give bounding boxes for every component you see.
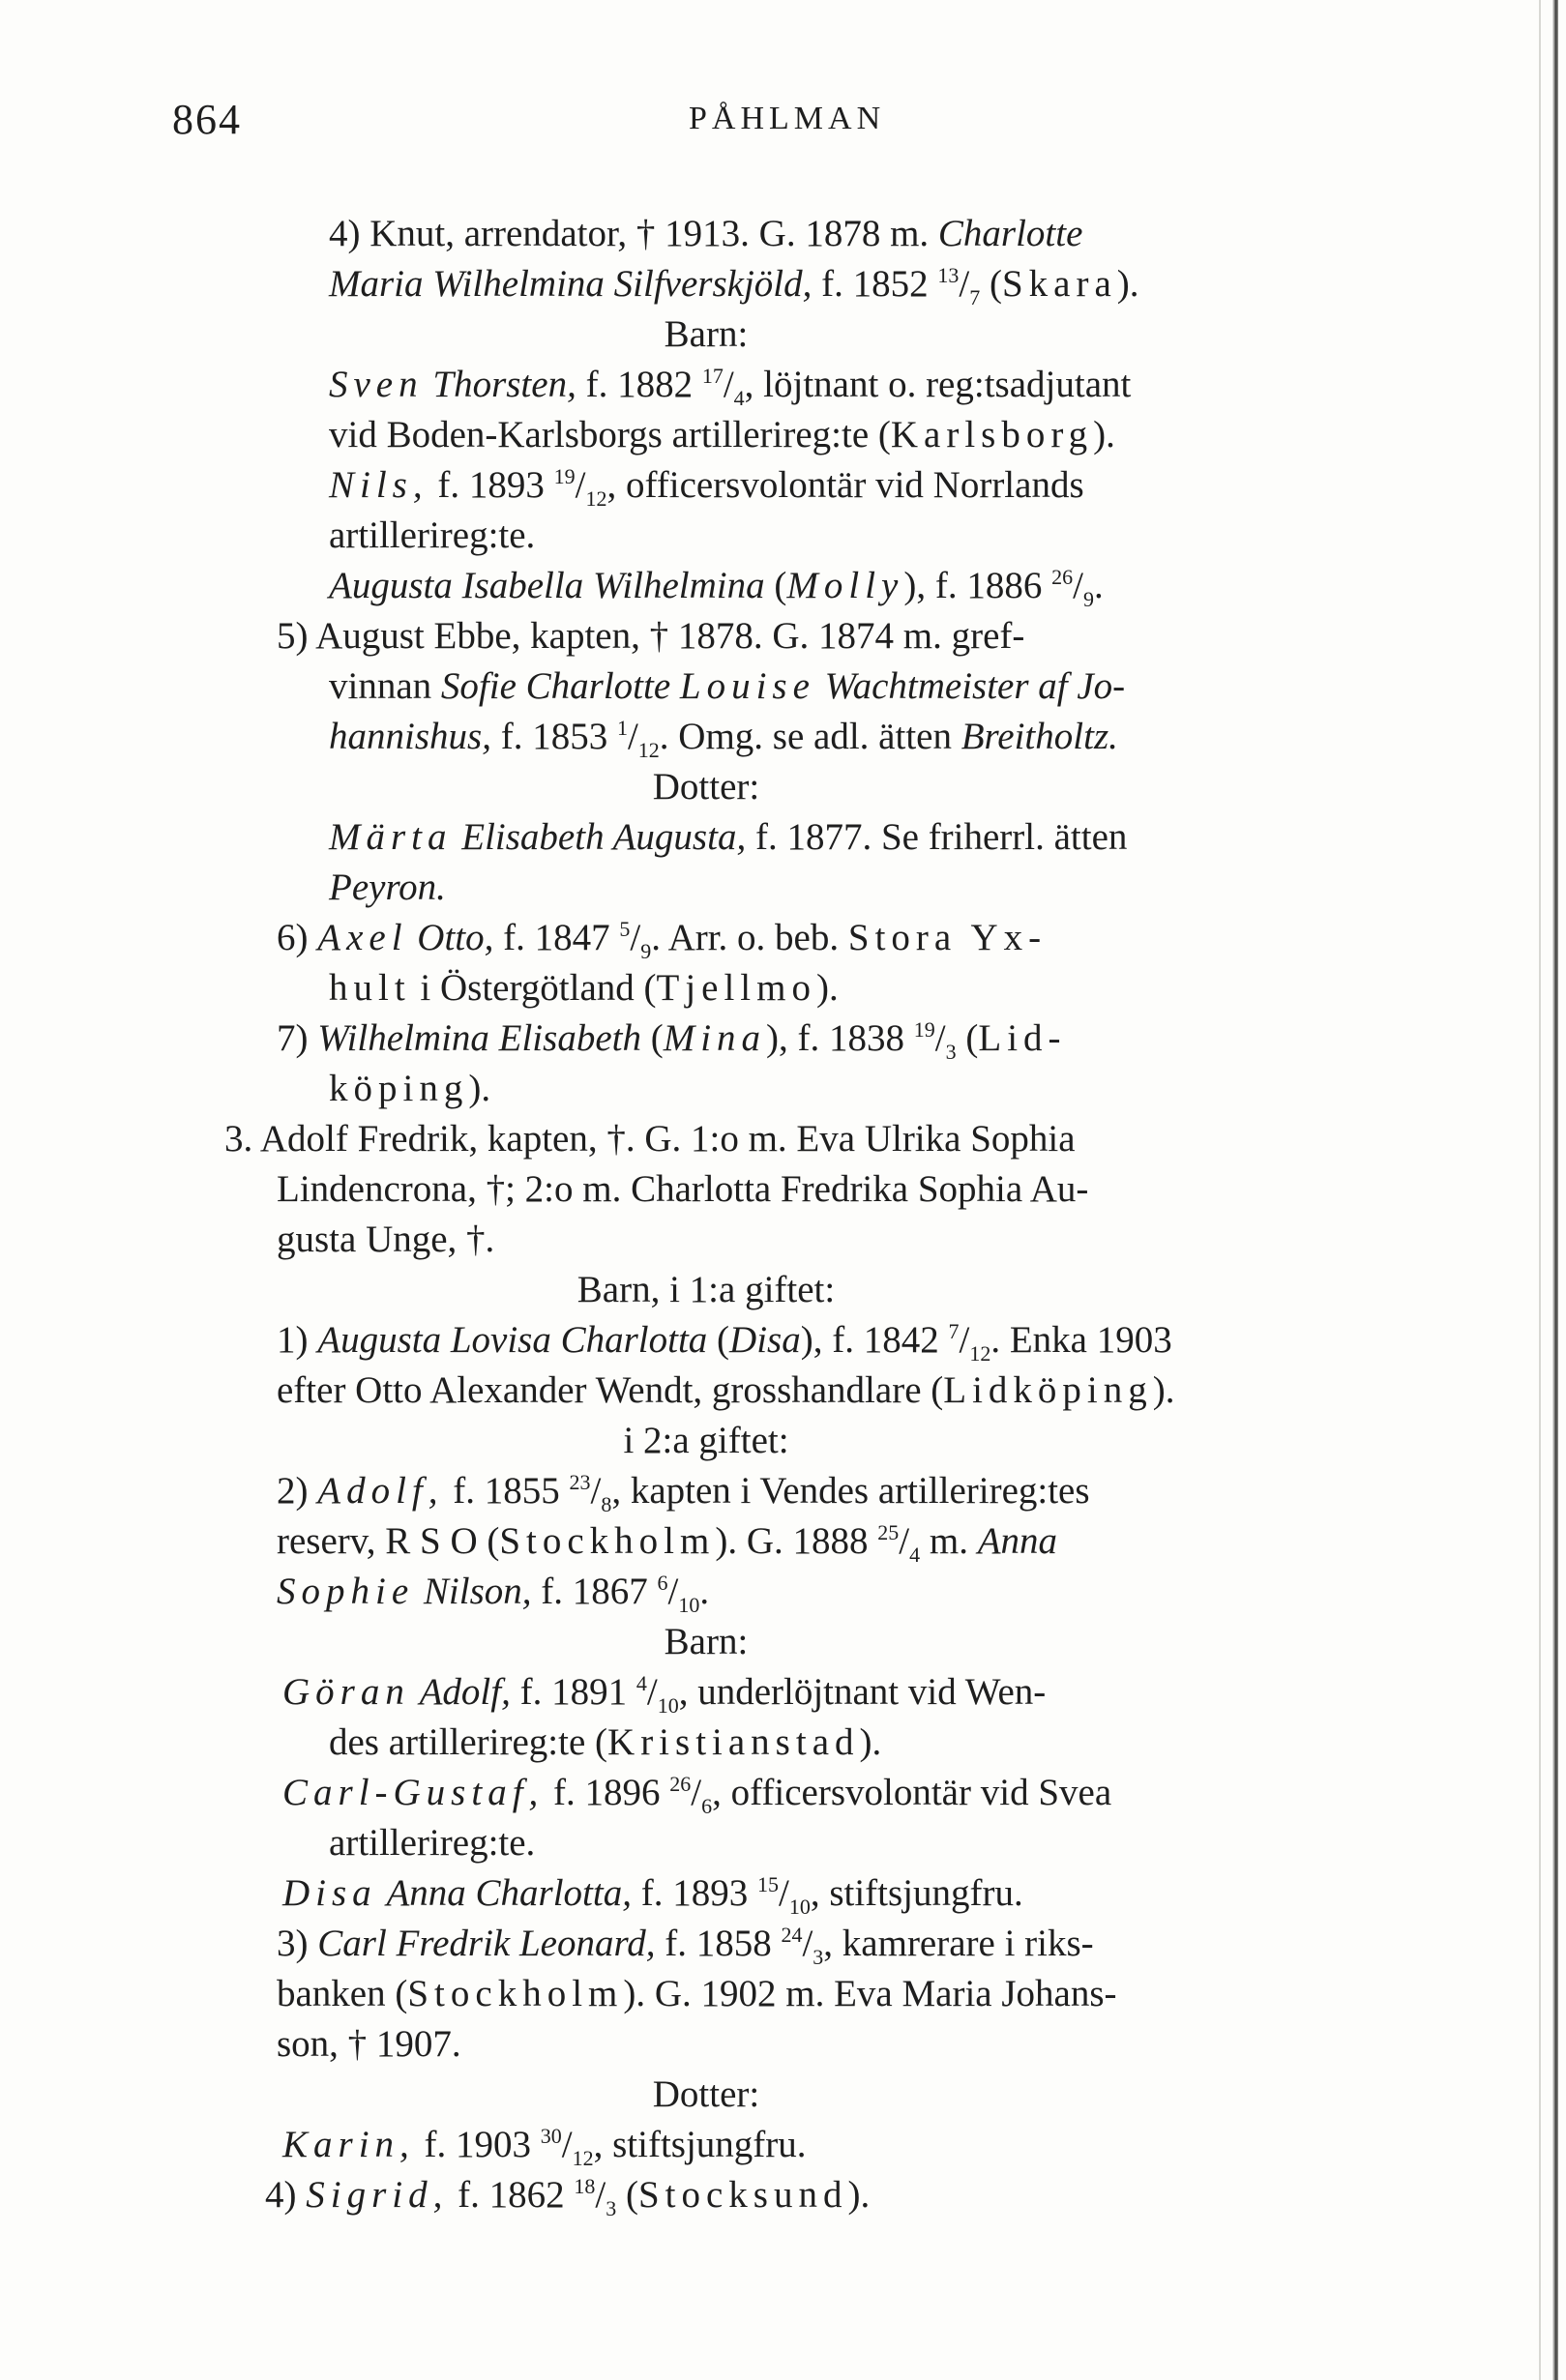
text-line: Märta Elisabeth Augusta, f. 1877. Se friherrl. ätten: [329, 816, 1128, 858]
text-line: 7) Wilhelmina Elisabeth (Mina), f. 1838 $^{19}/_3$ (Lid-: [277, 1017, 1067, 1064]
text-line: 6) Axel Otto, f. 1847 $^5/_9$. Arr. o. beb. Stora Yx-: [277, 917, 1048, 963]
text-line: Karin, f. 1903 $^{30}/_{12}$, stiftsjungfru.: [282, 2124, 807, 2170]
text-line: Sophie Nilson, f. 1867 $^6/_{10}$.: [277, 1571, 710, 1617]
text-line: köping).: [329, 1068, 491, 1109]
page-edge-line: [1539, 0, 1541, 2380]
text-line: Dotter:: [652, 2073, 760, 2115]
text-line: Nils, f. 1893 $^{19}/_{12}$, officersvolontär vid Norrlands: [329, 464, 1084, 511]
text-line: Lindencrona, †; 2:o m. Charlotta Fredrika Sophia Au-: [277, 1168, 1089, 1210]
text-line: 2) Adolf, f. 1855 $^{23}/_8$, kapten i Vendes artillerireg:tes: [277, 1470, 1090, 1516]
text-line: 4) Sigrid, f. 1862 $^{18}/_3$ (Stocksund).: [265, 2174, 871, 2220]
text-line: artillerireg:te.: [329, 1822, 536, 1864]
text-line: vid Boden-Karlsborgs artillerireg:te (Karlsborg).: [329, 414, 1115, 455]
text-line: Carl-Gustaf, f. 1896 $^{26}/_6$, officersvolontär vid Svea: [282, 1772, 1112, 1818]
running-head: PÅHLMAN: [689, 101, 886, 136]
text-line: Disa Anna Charlotta, f. 1893 $^{15}/_{10}$, stiftsjungfru.: [282, 1872, 1023, 1919]
text-line: 4) Knut, arrendator, † 1913. G. 1878 m. Charlotte: [329, 213, 1083, 254]
text-line: Göran Adolf, f. 1891 $^4/_{10}$, underlöjtnant vid Wen-: [282, 1671, 1047, 1718]
text-line: efter Otto Alexander Wendt, grosshandlare (Lidköping).: [277, 1369, 1175, 1411]
text-line: 3) Carl Fredrik Leonard, f. 1858 $^{24}/_3$, kamrerare i riks-: [277, 1923, 1094, 1969]
text-line: Sven Thorsten, f. 1882 $^{17}/_4$, löjtnant o. reg:tsadjutant: [329, 364, 1132, 410]
page-number: 864: [172, 96, 242, 143]
text-line: Maria Wilhelmina Silfverskjöld, f. 1852 $^{13}/_7$ (Skara).: [329, 263, 1139, 309]
text-line: i 2:a giftet:: [623, 1420, 789, 1461]
text-line: Barn:: [664, 313, 749, 355]
text-line: 3. Adolf Fredrik, kapten, †. G. 1:o m. Eva Ulrika Sophia: [224, 1118, 1076, 1160]
text-line: banken (Stockholm). G. 1902 m. Eva Maria Johans-: [277, 1973, 1117, 2014]
text-line: 1) Augusta Lovisa Charlotta (Disa), f. 1842 $^7/_{12}$. Enka 1903: [277, 1319, 1172, 1366]
text-line: reserv, R S O (Stockholm). G. 1888 $^{25}/_4$ m. Anna: [277, 1520, 1058, 1567]
text-line: Barn:: [664, 1621, 749, 1662]
text-line: vinnan Sofie Charlotte Louise Wachtmeister af Jo-: [329, 665, 1126, 707]
text-line: Barn, i 1:a giftet:: [576, 1269, 836, 1310]
book-spine-shadow: [1552, 0, 1558, 2380]
text-line: Peyron.: [329, 867, 446, 908]
text-line: hult i Östergötland (Tjellmo).: [329, 967, 839, 1009]
text-line: Dotter:: [652, 766, 760, 808]
text-line: gusta Unge, †.: [277, 1219, 495, 1260]
text-line: artillerireg:te.: [329, 514, 536, 556]
text-line: hannishus, f. 1853 $^1/_{12}$. Omg. se adl. ätten Breitholtz.: [329, 716, 1118, 762]
text-line: des artillerireg:te (Kristianstad).: [329, 1721, 882, 1763]
text-line: 5) August Ebbe, kapten, † 1878. G. 1874 m. gref-: [277, 615, 1025, 657]
text-line: son, † 1907.: [277, 2023, 461, 2065]
text-line: Augusta Isabella Wilhelmina (Molly), f. 1886 $^{26}/_9$.: [329, 565, 1104, 611]
